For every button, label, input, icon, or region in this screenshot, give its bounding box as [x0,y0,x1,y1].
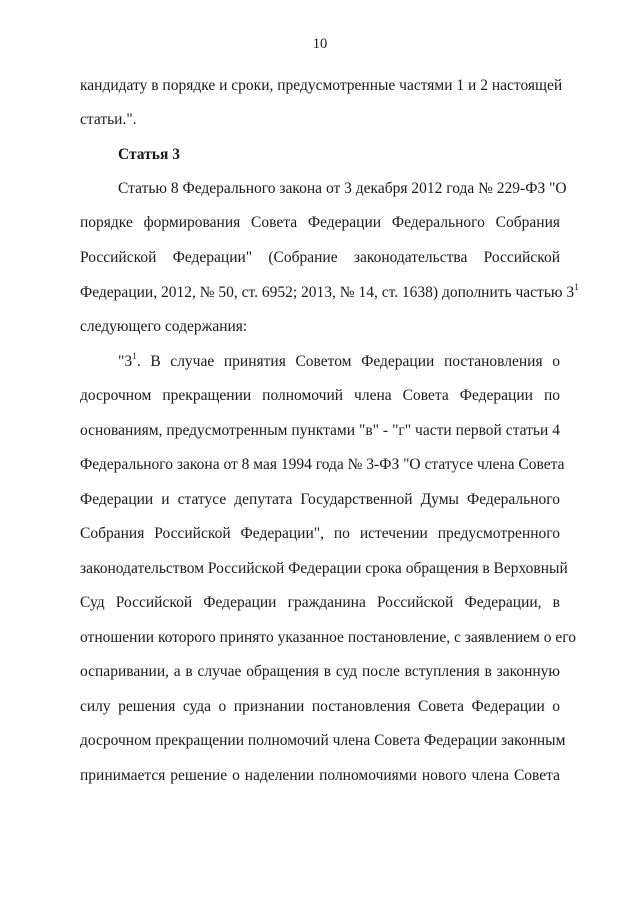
text-line: Статью 8 Федерального закона от 3 декабря 2012 года № 229-ФЗ "О [118,180,567,197]
text-line: досрочном прекращении полномочий члена Совета Федерации по [80,387,560,404]
text-line: Федерации и статусе депутата Государственной Думы Федерального [80,491,560,508]
text-line: Федерации, 2012, № 50, ст. 6952; 2013, № 14, ст. 1638) дополнить частью $3^1$ [80,282,579,301]
text-line: кандидату в порядке и сроки, предусмотренные частями 1 и 2 настоящей [80,77,563,94]
text-line: статьи.". [80,111,137,128]
superscript: 1 [574,282,579,293]
text-line: отношении которого принято указанное постановление, с заявлением о его [80,629,576,646]
text-line: Российской Федерации" (Собрание законодательства Российской [80,249,560,266]
article-heading: Статья 3 [118,146,180,163]
text-line: "$3^1$. В случае принятия Советом Федерации постановления о [118,351,560,370]
text-line: законодательством Российской Федерации срока обращения в Верховный [80,560,568,577]
superscript: 1 [132,351,137,362]
text-line: принимается решение о наделении полномочиями нового члена Совета [80,767,560,784]
text-line: следующего содержания: [80,318,248,335]
text-line: досрочном прекращении полномочий члена Совета Федерации законным [80,732,566,749]
text-line: силу решения суда о признании постановления Совета Федерации о [80,698,560,715]
text-line: порядке формирования Совета Федерации Федерального Собрания [80,214,560,231]
text-line: Собрания Российской Федерации", по истечении предусмотренного [80,525,560,542]
page-number: 10 [312,36,328,52]
text-line: основаниям, предусмотренным пунктами "в" - "г" части первой статьи 4 [80,422,560,439]
text-line: Федерального закона от 8 мая 1994 года № 3-ФЗ "О статусе члена Совета [80,456,565,473]
text-line: оспаривании, а в случае обращения в суд после вступления в законную [80,663,560,680]
text-line: Суд Российской Федерации гражданина Российской Федерации, в [80,594,560,611]
